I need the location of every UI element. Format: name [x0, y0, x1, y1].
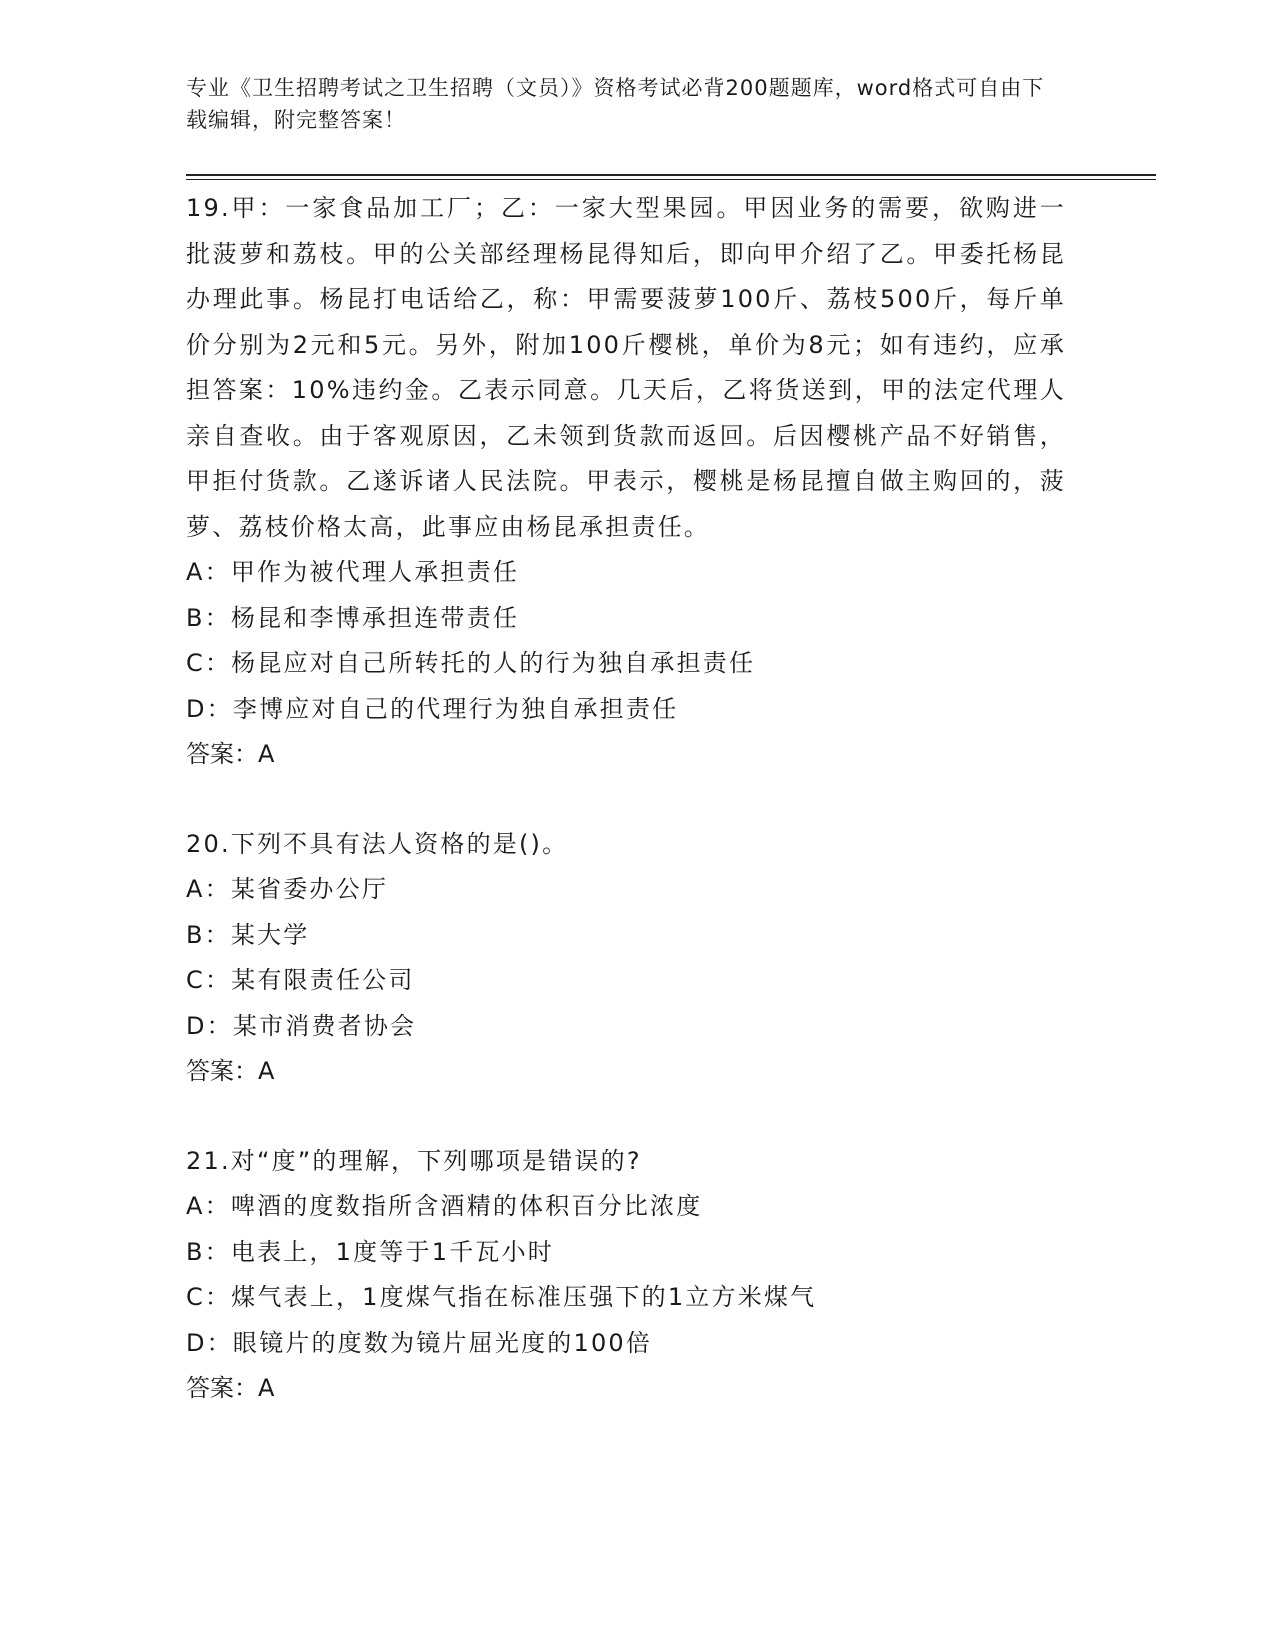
header-divider	[186, 174, 1156, 180]
question-list	[186, 186, 1066, 1412]
answer-line: 答案：A	[186, 740, 275, 768]
option-b: B：某大学	[186, 920, 310, 949]
answer-line: 答案：A	[186, 1057, 275, 1085]
option-b: B：电表上，1度等于1千瓦小时	[186, 1237, 555, 1266]
question-stem: 19.甲：一家食品加工厂；乙：一家大型果园。甲因业务的需要，欲购进一批菠萝和荔枝。甲的公关部经理杨昆得知后，即向甲介绍了乙。甲委托杨昆办理此事。杨昆打电话给乙，称：甲需要菠萝100斤、荔枝500斤，每斤单价分别为2元和5元。另外，附加100斤樱桃，单价为8元；如有违约，应承担答案：10%违约金。乙表示同意。几天后，乙将货送到，甲的法定代理人亲自查收。由于客观原因，乙未领到货款而返回。后因樱桃产品不好销售，甲拒付货款。乙遂诉诸人民法院。甲表示，樱桃是杨昆擅自做主购回的，菠萝、荔枝价格太高，此事应由杨昆承担责任。	[186, 194, 1066, 541]
question-stem: 21.对“度”的理解，下列哪项是错误的?	[186, 1146, 642, 1175]
option-c: C：杨昆应对自己所转托的人的行为独自承担责任	[186, 649, 756, 677]
question-21	[186, 1139, 1066, 1412]
question-20	[186, 822, 1066, 1095]
option-a: A：某省委办公厅	[186, 875, 389, 903]
question-19	[186, 186, 1066, 778]
option-a: A：甲作为被代理人承担责任	[186, 558, 520, 586]
option-a: A：啤酒的度数指所含酒精的体积百分比浓度	[186, 1192, 703, 1220]
option-d: D：眼镜片的度数为镜片屈光度的100倍	[186, 1328, 653, 1357]
document-page	[186, 72, 1156, 1456]
option-c: C：煤气表上，1度煤气指在标准压强下的1立方米煤气	[186, 1283, 817, 1311]
option-d: D：李博应对自己的代理行为独自承担责任	[186, 694, 679, 723]
answer-line: 答案：A	[186, 1374, 275, 1402]
option-d: D：某市消费者协会	[186, 1011, 417, 1040]
document-header: 专业《卫生招聘考试之卫生招聘（文员）》资格考试必背200题题库，word格式可自由下载编辑，附完整答案！	[186, 76, 1045, 132]
option-b: B：杨昆和李博承担连带责任	[186, 603, 520, 632]
question-stem: 20.下列不具有法人资格的是()。	[186, 829, 569, 858]
option-c: C：某有限责任公司	[186, 966, 415, 994]
